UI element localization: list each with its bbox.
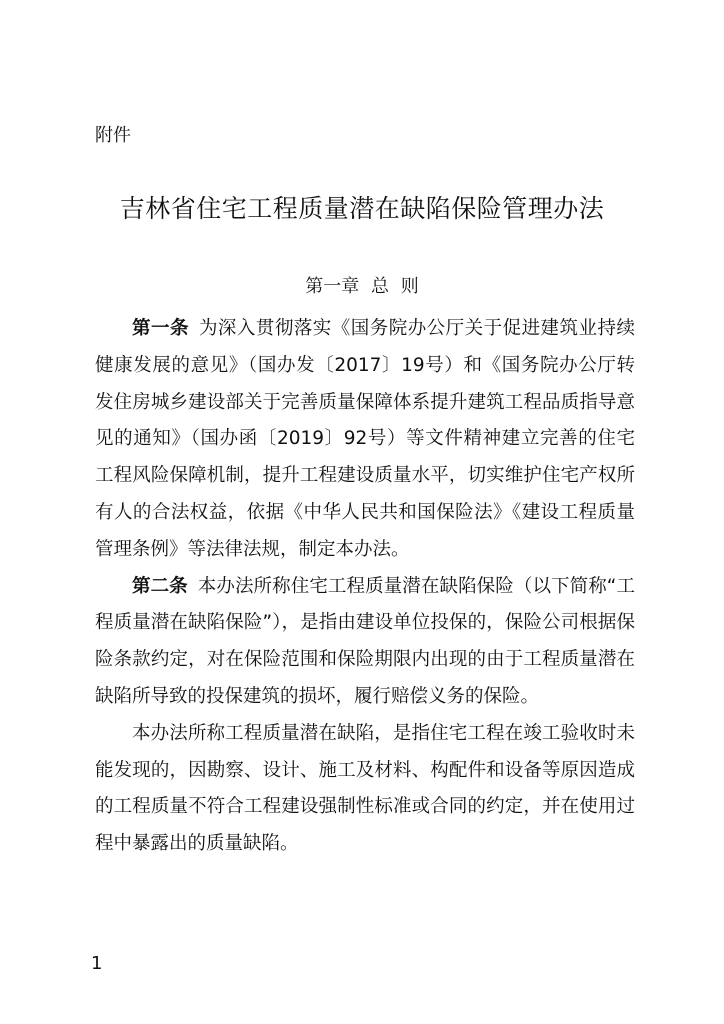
- document-body: [95, 311, 635, 863]
- article-text: 本办法所称住宅工程质量潜在缺陷保险（以下简称“工程质量潜在缺陷保险”），是指由建设单位投保的，保险公司根据保险条款约定，对在保险范围和保险期限内出现的由于工程质量潜在缺陷所导致的投保建筑的损坏，履行赔偿义务的保险。: [95, 575, 635, 707]
- page-number: 1: [91, 953, 103, 974]
- body-paragraph: 本办法所称工程质量潜在缺陷，是指住宅工程在竣工验收时未能发现的，因勘察、设计、施工及材料、构配件和设备等原因造成的工程质量不符合工程建设强制性标准或合同的约定，并在使用过程中暴露出的质量缺陷。: [95, 722, 635, 855]
- article-number: 第二条: [132, 575, 188, 597]
- chapter-heading: 第一章 总 则: [305, 276, 419, 297]
- article-2: [95, 569, 635, 716]
- document-title: 吉林省住宅工程质量潜在缺陷保险管理办法: [119, 194, 605, 223]
- article-text: 为深入贯彻落实《国务院办公厅关于促进建筑业持续健康发展的意见》（国办发〔2017〕19号）和《国务院办公厅转发住房城乡建设部关于完善质量保障体系提升建筑工程品质指导意见的通知》（国办函〔2019〕92号）等文件精神建立完善的住宅工程风险保障机制，提升工程建设质量水平，切实维护住宅产权所有人的合法权益，依据《中华人民共和国保险法》《建设工程质量管理条例》等法律法规，制定本办法。: [95, 318, 635, 560]
- article-number: 第一条: [132, 318, 189, 339]
- article-1: [95, 311, 635, 569]
- attachment-label: 附件: [95, 125, 131, 146]
